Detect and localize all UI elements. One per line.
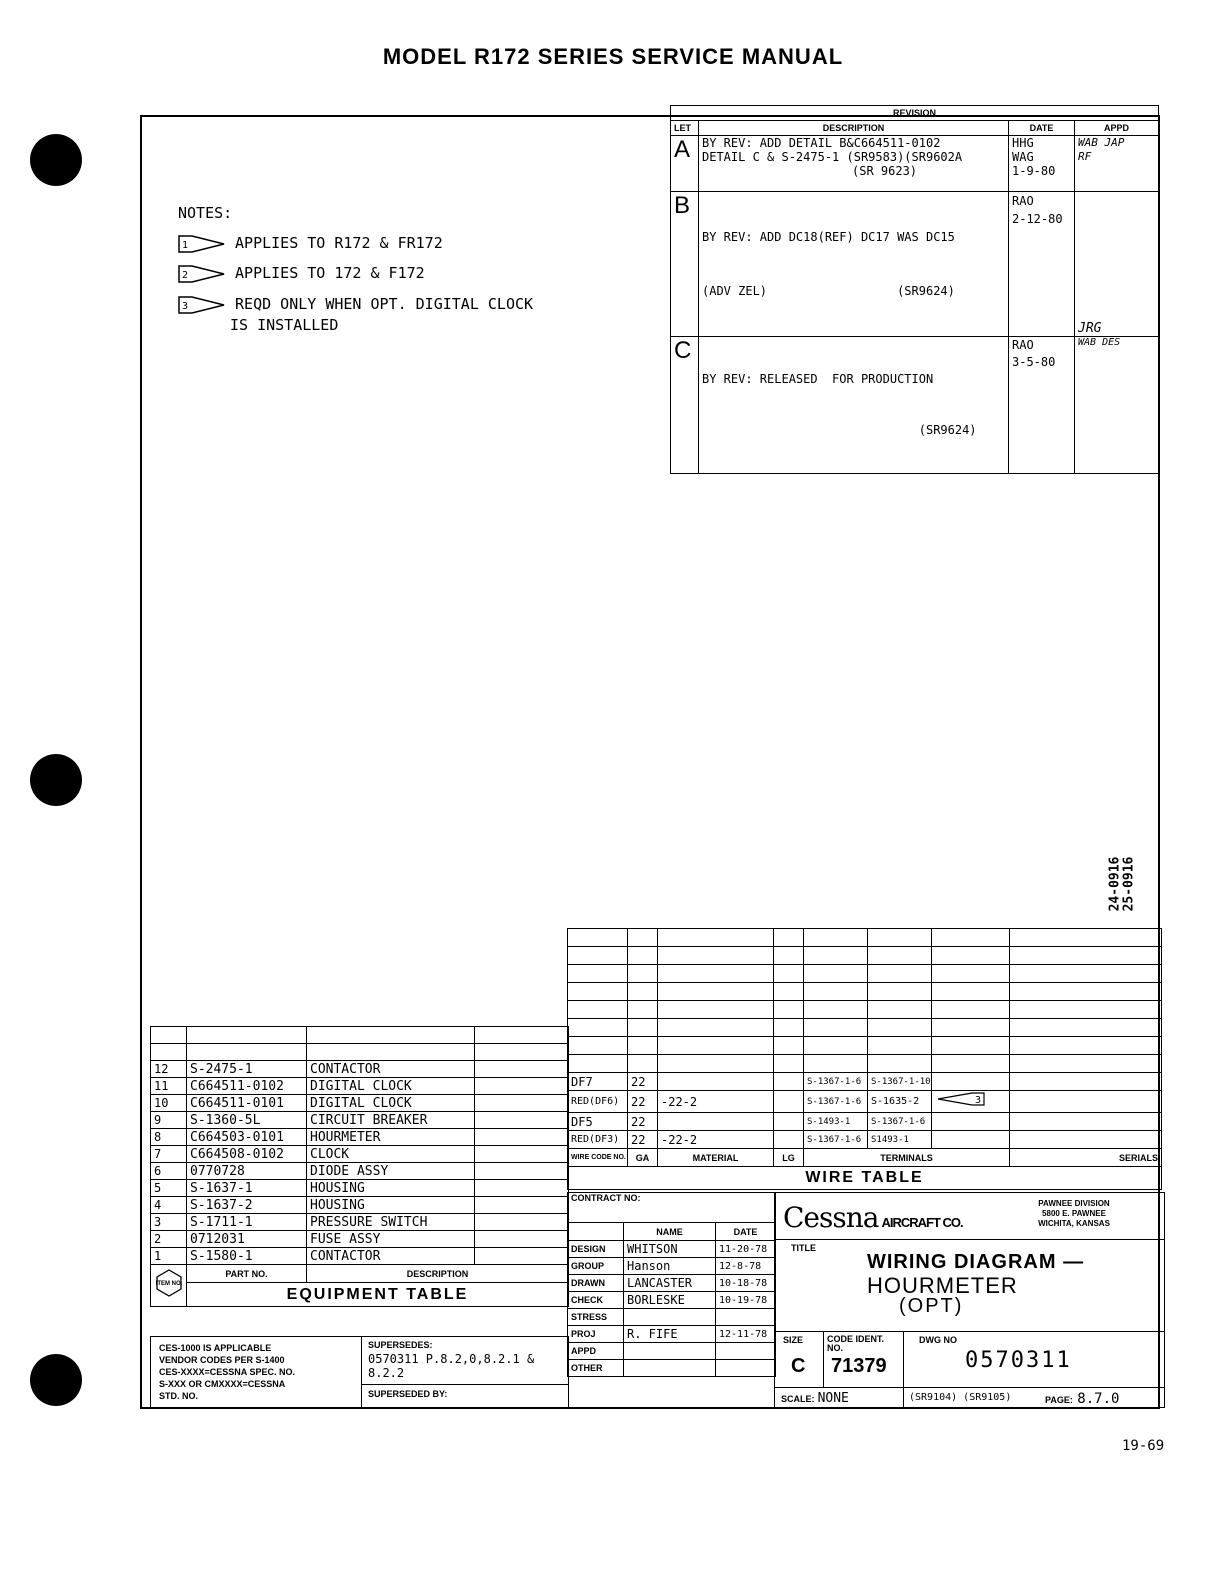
equipment-table-title: EQUIPMENT TABLE <box>187 1283 569 1307</box>
equip-item-no: 4 <box>151 1197 187 1214</box>
wire-table-title: WIRE TABLE <box>568 1167 1162 1190</box>
code-ident-value: 71379 <box>831 1355 887 1377</box>
drawing-subtitle-opt: (OPT) <box>899 1295 964 1317</box>
equipment-row <box>151 1214 569 1231</box>
equip-part-no: S-1637-2 <box>187 1197 307 1214</box>
signoff-role: OTHER <box>568 1360 624 1377</box>
revision-title: REVISION <box>671 106 1159 121</box>
equipment-row <box>151 1248 569 1265</box>
contract-label: CONTRACT NO: <box>568 1193 776 1223</box>
wire-blank-row <box>568 1001 1162 1019</box>
equip-description: CONTACTOR <box>307 1061 475 1078</box>
equip-part-no: 0770728 <box>187 1163 307 1180</box>
equipment-row <box>151 1078 569 1095</box>
equip-description: PRESSURE SWITCH <box>307 1214 475 1231</box>
signoff-role: PROJ <box>568 1326 624 1343</box>
wire-ga: 22 <box>628 1113 658 1131</box>
equip-item-no: 5 <box>151 1180 187 1197</box>
equip-col-part: PART NO. <box>187 1265 307 1283</box>
equip-description: HOURMETER <box>307 1129 475 1146</box>
supersedes-label: SUPERSEDES: <box>368 1340 433 1350</box>
wire-ga: 22 <box>628 1131 658 1149</box>
signoff-row <box>568 1343 776 1360</box>
rev-date-line: 3-5-80 <box>1012 355 1056 369</box>
wire-terminal: S-1635-2 <box>868 1091 932 1113</box>
signoff-name: Hanson <box>624 1258 716 1275</box>
rev-appd-line: WAB JAP <box>1078 136 1125 149</box>
rev-date-line: RAO <box>1012 338 1034 352</box>
wire-ga: 22 <box>628 1073 658 1091</box>
ces-note-line: S-XXX OR CMXXXX=CESSNA <box>159 1379 286 1389</box>
wire-row <box>568 1091 1162 1113</box>
contract-block <box>567 1192 775 1377</box>
equip-item-no: 7 <box>151 1146 187 1163</box>
drawing-title: WIRING DIAGRAM — <box>867 1251 1085 1273</box>
signoff-row <box>568 1309 776 1326</box>
rev-date-line: 2-12-80 <box>1012 212 1063 226</box>
equip-description: HOUSING <box>307 1197 475 1214</box>
equip-part-no: C664511-0102 <box>187 1078 307 1095</box>
wire-terminal: S-1367-1-6 <box>868 1113 932 1131</box>
wire-code: DF5 <box>568 1113 628 1131</box>
equip-part-no: S-1711-1 <box>187 1214 307 1231</box>
flag-icon <box>178 264 226 284</box>
binder-hole <box>30 134 82 186</box>
wire-terminal: S-1367-1-6 <box>804 1073 868 1091</box>
wire-terminal: S-1493-1 <box>804 1113 868 1131</box>
equip-description: DIODE ASSY <box>307 1163 475 1180</box>
side-code-line: 24-0916 <box>1107 856 1123 912</box>
flag-icon <box>178 295 226 315</box>
binder-hole <box>30 754 82 806</box>
signoff-name: LANCASTER <box>624 1275 716 1292</box>
page-number: 19-69 <box>1122 1438 1165 1454</box>
equip-description: CLOCK <box>307 1146 475 1163</box>
rev-desc-line: (SR9624) <box>702 423 977 437</box>
equip-col-desc: DESCRIPTION <box>307 1265 569 1283</box>
signoff-col-name: NAME <box>624 1223 716 1241</box>
signoff-role: GROUP <box>568 1258 624 1275</box>
notes <box>178 198 533 335</box>
scale-value: NONE <box>817 1391 849 1406</box>
title-block <box>774 1192 1165 1408</box>
dwg-no-label: DWG NO <box>919 1335 957 1345</box>
equip-item-no: 8 <box>151 1129 187 1146</box>
signoff-date: 12-8-78 <box>716 1258 776 1275</box>
signoff-role: APPD <box>568 1343 624 1360</box>
ces-note-line: VENDOR CODES PER S-1400 <box>159 1355 285 1365</box>
dwg-no-value: 0570311 <box>965 1348 1072 1373</box>
item-no-hex-icon <box>155 1269 183 1297</box>
wire-terminal: S1493-1 <box>868 1131 932 1149</box>
ces-notes <box>150 1336 362 1408</box>
flag-number: 2 <box>182 269 189 281</box>
rev-desc-line: BY REV: RELEASED FOR PRODUCTION <box>702 372 934 386</box>
equip-part-no: C664511-0101 <box>187 1095 307 1112</box>
equipment-row <box>151 1061 569 1078</box>
wire-code: RED(DF3) <box>568 1131 628 1149</box>
wire-blank-row <box>568 1055 1162 1073</box>
drawing-subtitle: HOURMETER <box>867 1273 1018 1298</box>
equip-item-no: 12 <box>151 1061 187 1078</box>
wire-code: RED(DF6) <box>568 1091 628 1113</box>
rev-desc-line: (ADV ZEL) (SR9624) <box>702 284 955 298</box>
wire-header <box>568 1149 1162 1167</box>
rev-appd-line: RF <box>1078 150 1092 163</box>
rev-col-date: DATE <box>1009 121 1075 136</box>
flag-number: 3 <box>975 1095 982 1106</box>
signoff-role: DRAWN <box>568 1275 624 1292</box>
wire-col-ga: GA <box>628 1149 658 1167</box>
page-value: 8.7.0 <box>1077 1391 1120 1407</box>
rev-date-line: 1-9-80 <box>1012 164 1056 178</box>
wire-col-code: WIRE CODE NO. <box>568 1149 628 1167</box>
wire-row <box>568 1113 1162 1131</box>
note-text: APPLIES TO R172 & FR172 <box>235 234 443 252</box>
supersedes-box <box>361 1336 569 1408</box>
rev-appd-line: WAB DES <box>1075 337 1159 474</box>
wire-material: -22-2 <box>658 1131 774 1149</box>
revision-row <box>671 192 1159 337</box>
signoff-date <box>716 1343 776 1360</box>
rev-desc-line: BY REV: ADD DC18(REF) DC17 WAS DC15 <box>702 230 955 244</box>
rev-desc-line: (SR 9623) <box>852 164 918 178</box>
wire-blank-row <box>568 965 1162 983</box>
equipment-row <box>151 1112 569 1129</box>
equip-part-no: S-1360-5L <box>187 1112 307 1129</box>
signoff-date: 12-11-78 <box>716 1326 776 1343</box>
signoff-role: DESIGN <box>568 1241 624 1258</box>
equip-item-no: 9 <box>151 1112 187 1129</box>
equip-item-no: 6 <box>151 1163 187 1180</box>
signoff-date: 10-19-78 <box>716 1292 776 1309</box>
signoff-col-date: DATE <box>716 1223 776 1241</box>
equip-part-no: C664503-0101 <box>187 1129 307 1146</box>
rev-date-line: RAO <box>1012 194 1034 208</box>
wire-blank-row <box>568 929 1162 947</box>
wire-material: -22-2 <box>658 1091 774 1113</box>
signoff-name <box>624 1360 716 1377</box>
equip-part-no: C664508-0102 <box>187 1146 307 1163</box>
ces-note-line: CES-XXXX=CESSNA SPEC. NO. <box>159 1367 295 1377</box>
rev-date-line: HHG <box>1012 136 1034 150</box>
rev-appd-line: JRG <box>1075 192 1159 337</box>
signoff-row <box>568 1292 776 1309</box>
wire-blank-row <box>568 983 1162 1001</box>
note-item <box>178 228 533 258</box>
note-item <box>178 258 533 288</box>
flag-icon <box>178 234 226 254</box>
scale-label: SCALE: <box>781 1394 815 1404</box>
equip-item-no: 2 <box>151 1231 187 1248</box>
wire-row <box>568 1073 1162 1091</box>
wire-col-serials: SERIALS <box>1010 1149 1162 1167</box>
wire-table <box>567 928 1161 1190</box>
rev-col-desc: DESCRIPTION <box>699 121 1009 136</box>
signoff-role: STRESS <box>568 1309 624 1326</box>
title-label: TITLE <box>791 1243 816 1253</box>
rev-letter: A <box>671 136 699 192</box>
revision-row <box>671 337 1159 474</box>
side-code <box>1107 845 1167 915</box>
wire-code: DF7 <box>568 1073 628 1091</box>
signoff-date <box>716 1360 776 1377</box>
signoff-name <box>624 1343 716 1360</box>
page-label: PAGE: <box>1045 1395 1073 1405</box>
equipment-row <box>151 1180 569 1197</box>
division-line: WICHITA, KANSAS <box>1038 1219 1110 1228</box>
signoff-date: 10-18-78 <box>716 1275 776 1292</box>
wire-terminal: S-1367-1-10 <box>868 1073 932 1091</box>
equip-part-no: S-1637-1 <box>187 1180 307 1197</box>
wire-terminal: S-1367-1-6 <box>804 1091 868 1113</box>
rev-col-appd: APPD <box>1075 121 1159 136</box>
wire-material <box>658 1113 774 1131</box>
size-value: C <box>791 1355 806 1377</box>
superseded-by-label: SUPERSEDED BY: <box>368 1389 448 1399</box>
equip-description: HOUSING <box>307 1180 475 1197</box>
equipment-row <box>151 1095 569 1112</box>
signoff-date <box>716 1309 776 1326</box>
flag-number: 1 <box>182 239 189 251</box>
wire-blank-row <box>568 1037 1162 1055</box>
rev-desc-line: DETAIL C & S-2475-1 (SR9583)(SR9602A <box>702 150 963 164</box>
division-line: 5800 E. PAWNEE <box>1042 1209 1106 1218</box>
cessna-logo: Cessna <box>783 1201 879 1234</box>
flag-icon <box>932 1091 986 1107</box>
rev-letter: B <box>671 192 699 337</box>
note-item <box>178 294 533 315</box>
equipment-table <box>150 1026 568 1307</box>
equip-item-no: 3 <box>151 1214 187 1231</box>
supersedes-value: 0570311 P.8.2,0,8.2.1 & 8.2.2 <box>362 1350 568 1385</box>
equipment-row <box>151 1129 569 1146</box>
brand-suffix: AIRCRAFT CO. <box>881 1215 963 1230</box>
signoff-name <box>624 1309 716 1326</box>
equip-description: FUSE ASSY <box>307 1231 475 1248</box>
size-label: SIZE <box>783 1335 804 1345</box>
side-code-line: 25-0916 <box>1121 856 1137 912</box>
signoff-row <box>568 1241 776 1258</box>
division-line: PAWNEE DIVISION <box>1038 1199 1110 1208</box>
wire-blank-row <box>568 1019 1162 1037</box>
signoff-row <box>568 1360 776 1377</box>
equip-part-no: S-1580-1 <box>187 1248 307 1265</box>
equip-description: CIRCUIT BREAKER <box>307 1112 475 1129</box>
rev-desc-line: BY REV: ADD DETAIL B&C664511-0102 <box>702 136 941 150</box>
equipment-row <box>151 1163 569 1180</box>
equip-part-no: S-2475-1 <box>187 1061 307 1078</box>
equip-description: DIGITAL CLOCK <box>307 1095 475 1112</box>
note-continuation: IS INSTALLED <box>230 315 339 334</box>
ces-note-line: CES-1000 IS APPLICABLE <box>159 1343 272 1353</box>
wire-ga: 22 <box>628 1091 658 1113</box>
wire-blank-row <box>568 947 1162 965</box>
equip-description: DIGITAL CLOCK <box>307 1078 475 1095</box>
wire-material <box>658 1073 774 1091</box>
equipment-row <box>151 1146 569 1163</box>
revision-block <box>670 105 1158 474</box>
flag-number: 3 <box>182 300 189 312</box>
equip-item-no: 1 <box>151 1248 187 1265</box>
equip-item-no: 11 <box>151 1078 187 1095</box>
signoff-name: BORLESKE <box>624 1292 716 1309</box>
code-ident-label: CODE IDENT. NO. <box>827 1334 885 1353</box>
equip-description: CONTACTOR <box>307 1248 475 1265</box>
wire-terminal: S-1367-1-6 <box>804 1131 868 1149</box>
item-no-label: ITEM NO. <box>155 1281 182 1287</box>
equipment-row <box>151 1231 569 1248</box>
binder-hole <box>30 1354 82 1406</box>
notes-title: NOTES: <box>178 204 233 222</box>
serials-value: (SR9104) (SR9105) <box>909 1392 1012 1403</box>
signoff-date: 11-20-78 <box>716 1241 776 1258</box>
manual-title: MODEL R172 SERIES SERVICE MANUAL <box>382 44 844 69</box>
signoff-row <box>568 1275 776 1292</box>
equip-part-no: 0712031 <box>187 1231 307 1248</box>
note-text: REQD ONLY WHEN OPT. DIGITAL CLOCK <box>235 295 534 313</box>
signoff-name: R. FIFE <box>624 1326 716 1343</box>
signoff-role: CHECK <box>568 1292 624 1309</box>
wire-col-lg: LG <box>774 1149 804 1167</box>
wire-row <box>568 1131 1162 1149</box>
equipment-row <box>151 1197 569 1214</box>
signoff-row <box>568 1326 776 1343</box>
equip-item-no: 10 <box>151 1095 187 1112</box>
ces-note-line: STD. NO. <box>159 1391 199 1401</box>
note-text: APPLIES TO 172 & F172 <box>235 264 425 282</box>
wire-col-terminals: TERMINALS <box>804 1149 1010 1167</box>
rev-col-let: LET <box>671 121 699 136</box>
signoff-name: WHITSON <box>624 1241 716 1258</box>
signoff-row <box>568 1258 776 1275</box>
wire-col-material: MATERIAL <box>658 1149 774 1167</box>
rev-date-line: WAG <box>1012 150 1034 164</box>
rev-letter: C <box>671 337 699 474</box>
revision-row <box>671 136 1159 192</box>
